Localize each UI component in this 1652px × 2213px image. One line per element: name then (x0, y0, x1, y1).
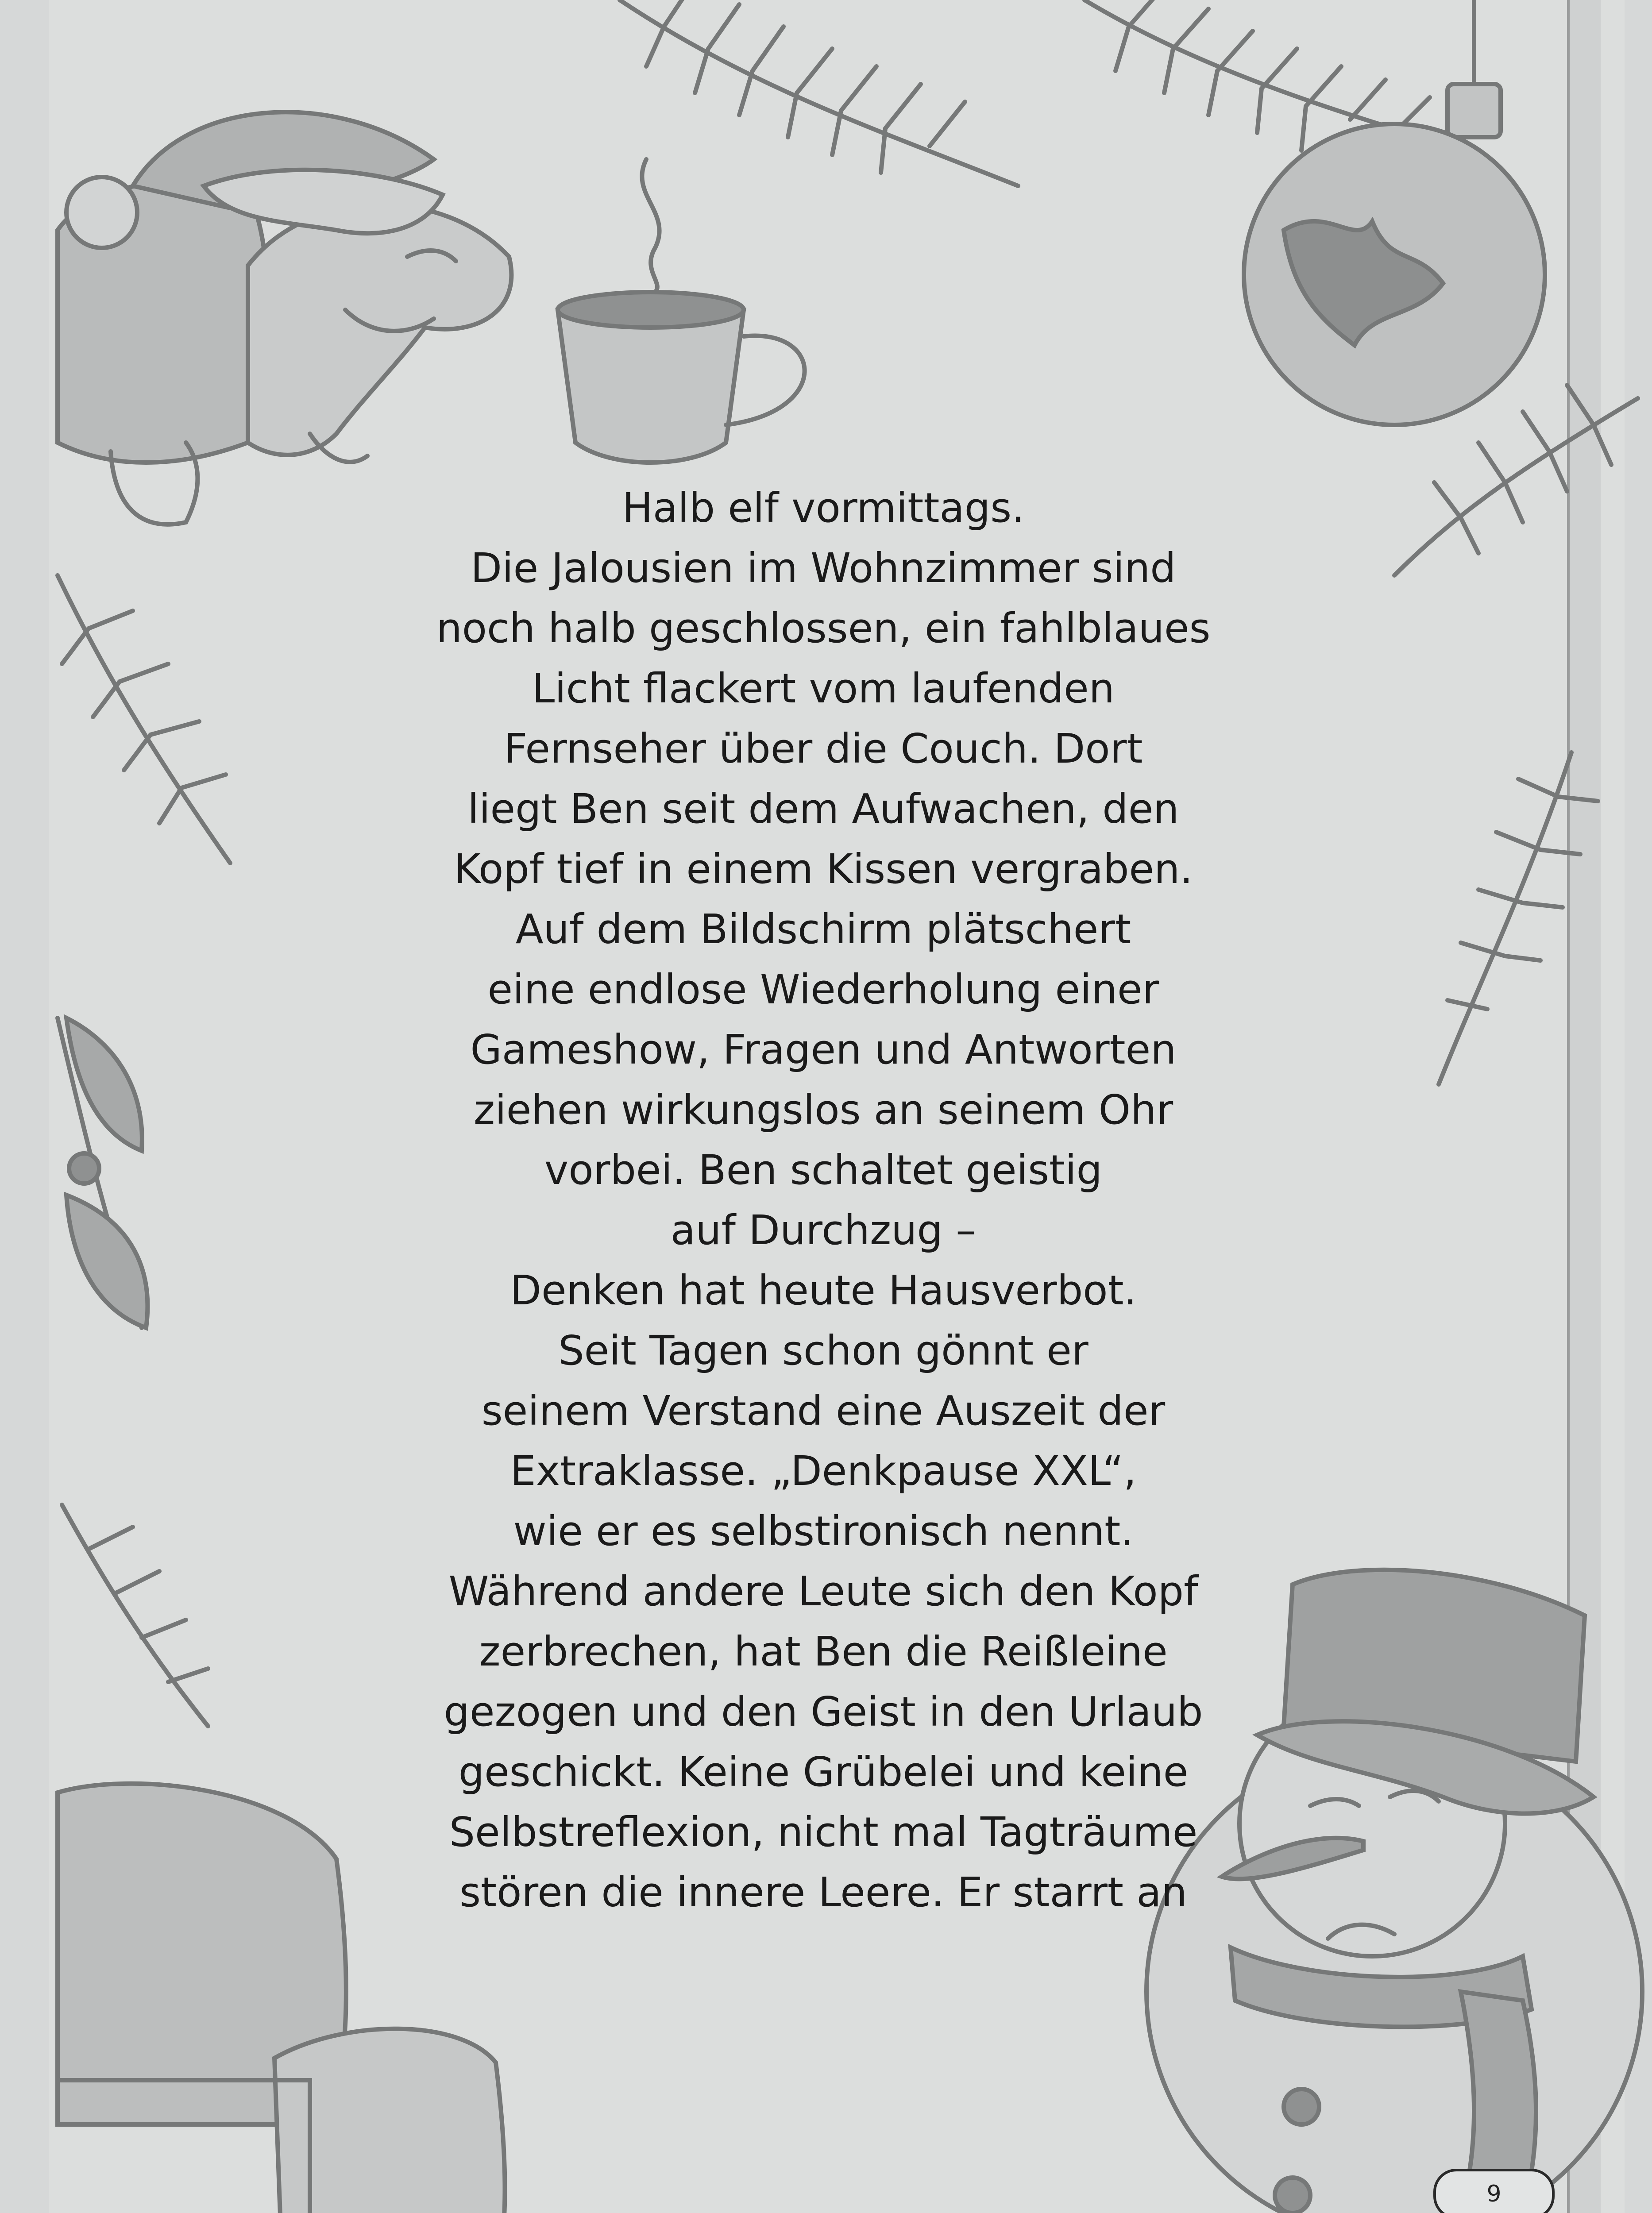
text-line: Fernseher über die Couch. Dort (504, 725, 1143, 772)
text-line: Selbstreflexion, nicht mal Tagträume (449, 1808, 1198, 1856)
holly-leaves-icon (66, 1018, 147, 1328)
text-line: Extraklasse. „Denkpause XXL“, (510, 1447, 1137, 1495)
steaming-mug-icon (558, 159, 805, 463)
text-line: Kopf tief in einem Kissen vergraben. (454, 845, 1193, 893)
text-line: Seit Tagen schon gönnt er (558, 1327, 1088, 1374)
text-line: Licht flackert vom laufenden (532, 665, 1115, 712)
text-line: seinem Verstand eine Auszeit der (481, 1387, 1166, 1434)
text-line: Gameshow, Fragen und Antworten (470, 1026, 1177, 1073)
christmas-ornament-icon (1244, 0, 1545, 425)
page-number-badge (1433, 2169, 1555, 2213)
text-line: stören die innere Leere. Er starrt an (459, 1869, 1187, 1916)
text-line: eine endlose Wiederholung einer (487, 966, 1159, 1013)
text-line: wie er es selbstironisch nennt. (513, 1507, 1134, 1555)
text-line: geschickt. Keine Grübelei und keine (458, 1748, 1189, 1796)
page-number: 9 (1486, 2181, 1501, 2207)
fir-branch-right-icon (1394, 385, 1638, 1084)
text-line: auf Durchzug – (670, 1207, 977, 1254)
text-line: vorbei. Ben schaltet geistig (544, 1146, 1103, 1194)
text-line: Während andere Leute sich den Kopf (448, 1568, 1198, 1615)
story-text (390, 478, 1257, 1923)
text-line: gezogen und den Geist in den Urlaub (444, 1688, 1203, 1735)
turtle-santa-hat-icon (58, 112, 511, 524)
text-line: Denken hat heute Hausverbot. (510, 1267, 1137, 1314)
text-line: Die Jalousien im Wohnzimmer sind (471, 544, 1176, 592)
text-line: Halb elf vormittags. (622, 484, 1025, 532)
text-line: liegt Ben seit dem Aufwachen, den (467, 785, 1179, 833)
text-line: Auf dem Bildschirm plätschert (515, 906, 1131, 953)
text-line: zerbrechen, hat Ben die Reißleine (479, 1628, 1168, 1675)
text-line: ziehen wirkungslos an seinem Ohr (473, 1086, 1173, 1133)
text-line: noch halb geschlossen, ein fahlblaues (436, 605, 1211, 652)
